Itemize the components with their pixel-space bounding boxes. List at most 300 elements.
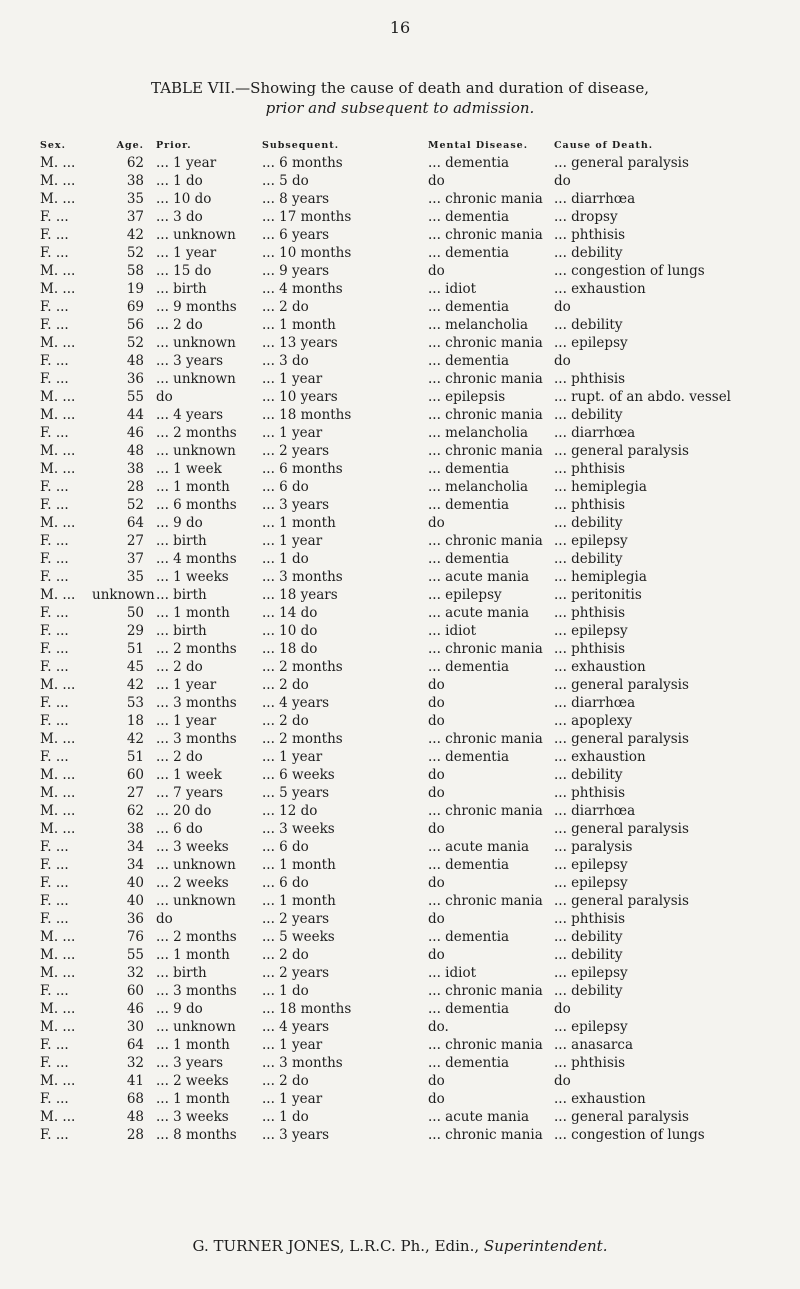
cell-sex: F. ... xyxy=(40,713,69,729)
cell-prior: ... 1 month xyxy=(156,1091,230,1107)
cell-mental-disease: ... chronic mania xyxy=(428,371,543,387)
signature-name: G. TURNER JONES, L.R.C. Ph., Edin., xyxy=(192,1237,480,1255)
cell-mental-disease: ... chronic mania xyxy=(428,1127,543,1143)
cell-subsequent: ... 1 month xyxy=(262,857,336,873)
cell-cause-of-death: ... phthisis xyxy=(554,785,626,801)
table-row xyxy=(0,388,800,406)
cell-age: 53 xyxy=(126,695,144,711)
cell-prior: ... 9 do xyxy=(156,515,203,531)
cell-prior: ... birth xyxy=(156,623,207,639)
table-row xyxy=(0,298,800,316)
cell-subsequent: ... 1 do xyxy=(262,1109,309,1125)
cell-mental-disease: ... chronic mania xyxy=(428,407,543,423)
cell-cause-of-death: ... diarrhœa xyxy=(554,425,636,441)
cell-subsequent: ... 6 months xyxy=(262,461,343,477)
cell-mental-disease: do xyxy=(428,677,445,693)
cell-subsequent: ... 6 months xyxy=(262,155,343,171)
cell-subsequent: ... 1 year xyxy=(262,371,323,387)
cell-mental-disease: do xyxy=(428,911,445,927)
cell-cause-of-death: ... rupt. of an abdo. vessel xyxy=(554,389,731,405)
cell-age: 42 xyxy=(126,731,144,747)
cell-cause-of-death: ... phthisis xyxy=(554,911,626,927)
cell-prior: ... 3 months xyxy=(156,695,237,711)
cell-age: 76 xyxy=(126,929,144,945)
cell-age: 29 xyxy=(126,623,144,639)
cell-mental-disease: ... dementia xyxy=(428,1001,510,1017)
cell-age: 34 xyxy=(126,857,144,873)
cell-sex: M. ... xyxy=(40,389,76,405)
cell-age: 44 xyxy=(126,407,144,423)
cell-subsequent: ... 1 year xyxy=(262,1037,323,1053)
cell-prior: ... 1 week xyxy=(156,767,222,783)
table-row xyxy=(0,442,800,460)
cell-cause-of-death: ... hemiplegia xyxy=(554,569,647,585)
cell-subsequent: ... 2 do xyxy=(262,677,309,693)
cell-prior: ... 1 month xyxy=(156,1037,230,1053)
table-row xyxy=(0,478,800,496)
cell-prior: ... 3 years xyxy=(156,1055,224,1071)
cell-sex: F. ... xyxy=(40,371,69,387)
table-row xyxy=(0,622,800,640)
cell-prior: ... unknown xyxy=(156,1019,236,1035)
table-row xyxy=(0,982,800,1000)
cell-age: 40 xyxy=(126,875,144,891)
cell-cause-of-death: ... apoplexy xyxy=(554,713,633,729)
cell-cause-of-death: ... debility xyxy=(554,407,623,423)
cell-cause-of-death: ... anasarca xyxy=(554,1037,633,1053)
cell-cause-of-death: ... epilepsy xyxy=(554,875,628,891)
cell-subsequent: ... 6 do xyxy=(262,875,309,891)
cell-subsequent: ... 6 do xyxy=(262,479,309,495)
cell-sex: F. ... xyxy=(40,1037,69,1053)
cell-sex: M. ... xyxy=(40,443,76,459)
table-row xyxy=(0,712,800,730)
cell-prior: ... 7 years xyxy=(156,785,224,801)
cell-age: 55 xyxy=(126,389,144,405)
cell-sex: F. ... xyxy=(40,839,69,855)
cell-prior: ... 2 do xyxy=(156,659,203,675)
table-row xyxy=(0,640,800,658)
cell-mental-disease: do. xyxy=(428,1019,449,1035)
cell-cause-of-death: ... exhaustion xyxy=(554,659,646,675)
title-line: TABLE VII.—Showing the cause of death and duration of disease, xyxy=(151,79,649,97)
cell-sex: M. ... xyxy=(40,263,76,279)
cell-subsequent: ... 1 month xyxy=(262,893,336,909)
cell-mental-disease: ... chronic mania xyxy=(428,191,543,207)
cell-prior: ... 4 months xyxy=(156,551,237,567)
cell-subsequent: ... 3 do xyxy=(262,353,309,369)
cell-prior: ... 1 month xyxy=(156,947,230,963)
cell-cause-of-death: ... congestion of lungs xyxy=(554,1127,705,1143)
cell-sex: M. ... xyxy=(40,173,76,189)
table-row xyxy=(0,1054,800,1072)
cell-age: 56 xyxy=(126,317,144,333)
cell-subsequent: ... 6 do xyxy=(262,839,309,855)
cell-sex: M. ... xyxy=(40,1073,76,1089)
cell-sex: F. ... xyxy=(40,623,69,639)
cell-subsequent: ... 10 do xyxy=(262,623,318,639)
cell-age: 41 xyxy=(126,1073,144,1089)
cell-mental-disease: ... dementia xyxy=(428,299,510,315)
table-row xyxy=(0,910,800,928)
cell-cause-of-death: ... epilepsy xyxy=(554,1019,628,1035)
cell-mental-disease: do xyxy=(428,263,445,279)
cell-prior: ... unknown xyxy=(156,857,236,873)
column-headers xyxy=(0,140,800,154)
cell-age: 38 xyxy=(126,173,144,189)
cell-prior: ... unknown xyxy=(156,893,236,909)
cell-age: 37 xyxy=(126,551,144,567)
table-row xyxy=(0,856,800,874)
cell-mental-disease: ... idiot xyxy=(428,965,476,981)
cell-prior: ... 2 weeks xyxy=(156,1073,229,1089)
cell-subsequent: ... 1 month xyxy=(262,515,336,531)
cell-sex: M. ... xyxy=(40,281,76,297)
cell-subsequent: ... 10 months xyxy=(262,245,352,261)
cell-cause-of-death: ... diarrhœa xyxy=(554,191,636,207)
cell-cause-of-death: ... debility xyxy=(554,929,623,945)
cell-cause-of-death: ... diarrhœa xyxy=(554,803,636,819)
table-row xyxy=(0,496,800,514)
cell-age: 32 xyxy=(126,965,144,981)
cell-mental-disease: ... chronic mania xyxy=(428,641,543,657)
cell-subsequent: ... 9 years xyxy=(262,263,330,279)
cell-prior: ... 1 do xyxy=(156,173,203,189)
cell-age: 55 xyxy=(126,947,144,963)
cell-age: 48 xyxy=(126,353,144,369)
cell-age: 38 xyxy=(126,821,144,837)
cell-cause-of-death: do xyxy=(554,173,571,189)
cell-cause-of-death: ... paralysis xyxy=(554,839,633,855)
cell-sex: F. ... xyxy=(40,551,69,567)
cell-sex: F. ... xyxy=(40,1127,69,1143)
header-mental-disease: Mental Disease. xyxy=(428,140,529,151)
signature-role: Superintendent. xyxy=(483,1237,608,1255)
cell-sex: M. ... xyxy=(40,1001,76,1017)
cell-prior: ... unknown xyxy=(156,227,236,243)
cell-prior: ... 3 do xyxy=(156,209,203,225)
cell-subsequent: ... 1 month xyxy=(262,317,336,333)
cell-cause-of-death: ... general paralysis xyxy=(554,821,689,837)
table-row xyxy=(0,658,800,676)
table-row xyxy=(0,1000,800,1018)
table-title xyxy=(0,78,800,118)
cell-mental-disease: do xyxy=(428,1091,445,1107)
table-row xyxy=(0,208,800,226)
table-row xyxy=(0,586,800,604)
cell-mental-disease: ... dementia xyxy=(428,659,510,675)
table-row xyxy=(0,460,800,478)
cell-subsequent: ... 6 weeks xyxy=(262,767,335,783)
cell-age: 64 xyxy=(126,1037,144,1053)
cell-prior: ... 15 do xyxy=(156,263,212,279)
cell-subsequent: ... 6 years xyxy=(262,227,330,243)
cell-subsequent: ... 12 do xyxy=(262,803,318,819)
cell-mental-disease: ... dementia xyxy=(428,857,510,873)
cell-subsequent: ... 1 year xyxy=(262,425,323,441)
cell-subsequent: ... 1 do xyxy=(262,551,309,567)
signature xyxy=(0,1237,800,1255)
cell-age: 40 xyxy=(126,893,144,909)
cell-mental-disease: ... dementia xyxy=(428,929,510,945)
table-row xyxy=(0,874,800,892)
cell-prior: do xyxy=(156,389,173,405)
cell-mental-disease: do xyxy=(428,875,445,891)
cell-prior: ... 6 do xyxy=(156,821,203,837)
table-row xyxy=(0,244,800,262)
table-row xyxy=(0,1090,800,1108)
table-row xyxy=(0,676,800,694)
cell-prior: ... 8 months xyxy=(156,1127,237,1143)
header-cause-of-death: Cause of Death. xyxy=(554,140,654,151)
cell-mental-disease: ... melancholia xyxy=(428,425,529,441)
cell-mental-disease: ... dementia xyxy=(428,209,510,225)
cell-age: 28 xyxy=(126,479,144,495)
cell-age: 68 xyxy=(126,1091,144,1107)
cell-prior: ... birth xyxy=(156,965,207,981)
cell-cause-of-death: ... epilepsy xyxy=(554,533,628,549)
cell-cause-of-death: ... phthisis xyxy=(554,461,626,477)
table-row xyxy=(0,694,800,712)
cell-sex: F. ... xyxy=(40,641,69,657)
cell-cause-of-death: ... phthisis xyxy=(554,227,626,243)
cell-prior: ... 2 months xyxy=(156,641,237,657)
table-row xyxy=(0,964,800,982)
cell-mental-disease: ... idiot xyxy=(428,281,476,297)
cell-sex: F. ... xyxy=(40,299,69,315)
cell-sex: F. ... xyxy=(40,695,69,711)
cell-cause-of-death: ... debility xyxy=(554,245,623,261)
cell-subsequent: ... 18 do xyxy=(262,641,318,657)
cell-subsequent: ... 13 years xyxy=(262,335,338,351)
cell-mental-disease: do xyxy=(428,713,445,729)
header-age: Age. xyxy=(116,140,144,151)
cell-subsequent: ... 2 years xyxy=(262,443,330,459)
cell-mental-disease: ... dementia xyxy=(428,461,510,477)
cell-sex: M. ... xyxy=(40,803,76,819)
cell-subsequent: ... 4 months xyxy=(262,281,343,297)
cell-age: 62 xyxy=(126,803,144,819)
cell-cause-of-death: ... phthisis xyxy=(554,371,626,387)
cell-prior: ... birth xyxy=(156,587,207,603)
table-row xyxy=(0,820,800,838)
cell-cause-of-death: ... debility xyxy=(554,947,623,963)
cell-age: 36 xyxy=(126,911,144,927)
table-row xyxy=(0,928,800,946)
cell-mental-disease: do xyxy=(428,515,445,531)
table-row xyxy=(0,334,800,352)
cell-sex: M. ... xyxy=(40,587,76,603)
cell-cause-of-death: ... peritonitis xyxy=(554,587,642,603)
cell-subsequent: ... 18 months xyxy=(262,1001,352,1017)
cell-age: 42 xyxy=(126,227,144,243)
cell-age: 52 xyxy=(126,497,144,513)
table-row xyxy=(0,784,800,802)
cell-sex: M. ... xyxy=(40,821,76,837)
table-row xyxy=(0,802,800,820)
cell-prior: ... 1 weeks xyxy=(156,569,229,585)
cell-sex: M. ... xyxy=(40,461,76,477)
cell-subsequent: ... 5 weeks xyxy=(262,929,335,945)
cell-age: 46 xyxy=(126,1001,144,1017)
cell-cause-of-death: do xyxy=(554,1001,571,1017)
table-row xyxy=(0,604,800,622)
cell-cause-of-death: ... debility xyxy=(554,767,623,783)
cell-prior: ... 3 weeks xyxy=(156,839,229,855)
cell-cause-of-death: ... debility xyxy=(554,983,623,999)
cell-subsequent: ... 2 years xyxy=(262,911,330,927)
cell-subsequent: ... 4 years xyxy=(262,1019,330,1035)
cell-subsequent: ... 2 do xyxy=(262,299,309,315)
cell-mental-disease: ... acute mania xyxy=(428,839,530,855)
cell-prior: ... 3 weeks xyxy=(156,1109,229,1125)
cell-subsequent: ... 5 years xyxy=(262,785,330,801)
table-row xyxy=(0,172,800,190)
cell-mental-disease: do xyxy=(428,785,445,801)
subtitle-line: prior and subsequent to admission. xyxy=(265,99,535,117)
cell-cause-of-death: ... debility xyxy=(554,515,623,531)
cell-cause-of-death: ... general paralysis xyxy=(554,1109,689,1125)
cell-age: 50 xyxy=(126,605,144,621)
cell-mental-disease: ... acute mania xyxy=(428,1109,530,1125)
cell-age: 69 xyxy=(126,299,144,315)
cell-mental-disease: do xyxy=(428,1073,445,1089)
cell-prior: ... 9 months xyxy=(156,299,237,315)
cell-prior: ... birth xyxy=(156,281,207,297)
cell-subsequent: ... 1 year xyxy=(262,749,323,765)
cell-age: 64 xyxy=(126,515,144,531)
cell-cause-of-death: ... hemiplegia xyxy=(554,479,647,495)
cell-mental-disease: ... chronic mania xyxy=(428,893,543,909)
cell-age: 27 xyxy=(126,533,144,549)
cell-sex: F. ... xyxy=(40,425,69,441)
cell-mental-disease: ... chronic mania xyxy=(428,731,543,747)
cell-sex: M. ... xyxy=(40,731,76,747)
table-row xyxy=(0,568,800,586)
cell-mental-disease: ... epilepsy xyxy=(428,587,502,603)
cell-cause-of-death: do xyxy=(554,1073,571,1089)
cell-prior: ... 4 years xyxy=(156,407,224,423)
cell-mental-disease: ... acute mania xyxy=(428,605,530,621)
cell-prior: ... unknown xyxy=(156,335,236,351)
cell-prior: ... 9 do xyxy=(156,1001,203,1017)
cell-sex: F. ... xyxy=(40,1091,69,1107)
table-row xyxy=(0,766,800,784)
cell-age: 28 xyxy=(126,1127,144,1143)
cell-subsequent: ... 14 do xyxy=(262,605,318,621)
cell-sex: M. ... xyxy=(40,335,76,351)
table-row xyxy=(0,262,800,280)
cell-prior: ... 1 month xyxy=(156,479,230,495)
cell-cause-of-death: ... phthisis xyxy=(554,497,626,513)
cell-sex: F. ... xyxy=(40,353,69,369)
cell-mental-disease: ... chronic mania xyxy=(428,533,543,549)
cell-prior: ... 6 months xyxy=(156,497,237,513)
cell-age: unknown xyxy=(92,587,155,603)
cell-mental-disease: ... melancholia xyxy=(428,479,529,495)
cell-mental-disease: do xyxy=(428,821,445,837)
table-row xyxy=(0,406,800,424)
cell-subsequent: ... 2 months xyxy=(262,659,343,675)
cell-prior: ... 1 month xyxy=(156,605,230,621)
cell-prior: ... 2 do xyxy=(156,749,203,765)
cell-sex: M. ... xyxy=(40,677,76,693)
table-row xyxy=(0,1018,800,1036)
cell-age: 48 xyxy=(126,443,144,459)
cell-cause-of-death: do xyxy=(554,353,571,369)
table-row xyxy=(0,892,800,910)
cell-cause-of-death: ... phthisis xyxy=(554,605,626,621)
cell-sex: F. ... xyxy=(40,893,69,909)
cell-age: 35 xyxy=(126,569,144,585)
header-subsequent: Subsequent. xyxy=(262,140,339,151)
cell-mental-disease: ... acute mania xyxy=(428,569,530,585)
cell-age: 52 xyxy=(126,335,144,351)
cell-sex: F. ... xyxy=(40,317,69,333)
cell-mental-disease: ... dementia xyxy=(428,155,510,171)
table-row xyxy=(0,532,800,550)
table-row xyxy=(0,946,800,964)
cell-mental-disease: ... chronic mania xyxy=(428,443,543,459)
cell-sex: F. ... xyxy=(40,605,69,621)
cell-prior: ... 1 year xyxy=(156,155,217,171)
cell-age: 36 xyxy=(126,371,144,387)
cell-subsequent: ... 3 weeks xyxy=(262,821,335,837)
cell-mental-disease: ... chronic mania xyxy=(428,1037,543,1053)
cell-subsequent: ... 1 year xyxy=(262,533,323,549)
cell-prior: ... 1 week xyxy=(156,461,222,477)
table-row xyxy=(0,370,800,388)
cell-cause-of-death: ... phthisis xyxy=(554,641,626,657)
cell-subsequent: ... 8 years xyxy=(262,191,330,207)
cell-age: 51 xyxy=(126,749,144,765)
cell-age: 32 xyxy=(126,1055,144,1071)
cell-sex: F. ... xyxy=(40,533,69,549)
cell-subsequent: ... 10 years xyxy=(262,389,338,405)
cell-age: 37 xyxy=(126,209,144,225)
cell-subsequent: ... 3 months xyxy=(262,569,343,585)
cell-sex: F. ... xyxy=(40,1055,69,1071)
cell-age: 18 xyxy=(126,713,144,729)
cell-cause-of-death: ... diarrhœa xyxy=(554,695,636,711)
cell-prior: ... 1 year xyxy=(156,677,217,693)
table-row xyxy=(0,1126,800,1144)
cell-sex: F. ... xyxy=(40,659,69,675)
table-row xyxy=(0,424,800,442)
cell-cause-of-death: ... general paralysis xyxy=(554,155,689,171)
cell-sex: F. ... xyxy=(40,245,69,261)
cell-prior: ... 20 do xyxy=(156,803,212,819)
cell-subsequent: ... 2 years xyxy=(262,965,330,981)
cell-cause-of-death: ... debility xyxy=(554,317,623,333)
cell-subsequent: ... 4 years xyxy=(262,695,330,711)
cell-mental-disease: ... dementia xyxy=(428,551,510,567)
cell-age: 30 xyxy=(126,1019,144,1035)
table-row xyxy=(0,280,800,298)
cell-mental-disease: ... dementia xyxy=(428,245,510,261)
table-row xyxy=(0,550,800,568)
cell-cause-of-death: ... congestion of lungs xyxy=(554,263,705,279)
cell-age: 51 xyxy=(126,641,144,657)
cell-mental-disease: ... melancholia xyxy=(428,317,529,333)
cell-subsequent: ... 2 do xyxy=(262,947,309,963)
cell-prior: ... 2 months xyxy=(156,929,237,945)
table-row xyxy=(0,226,800,244)
cell-cause-of-death: ... general paralysis xyxy=(554,677,689,693)
cell-sex: F. ... xyxy=(40,857,69,873)
cell-sex: M. ... xyxy=(40,191,76,207)
cell-age: 58 xyxy=(126,263,144,279)
